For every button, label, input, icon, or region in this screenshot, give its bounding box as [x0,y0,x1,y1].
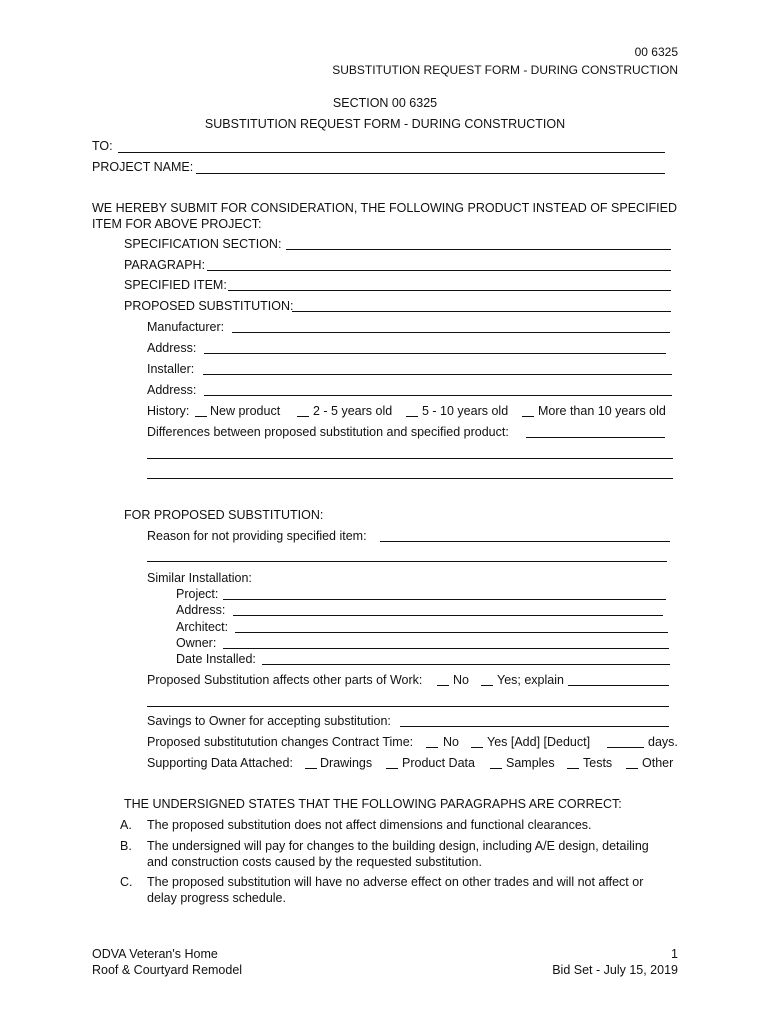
statement-c-text-line1: The proposed substitution will have no adverse effect on other trades and will not affect or [147,875,644,889]
installer-address-field[interactable] [204,395,672,396]
drawings-label: Drawings [320,756,373,770]
document-code: 00 6325 [634,45,678,59]
contract-time-label: Proposed substitutution changes Contract Time: [147,735,414,749]
footer-project-scope: Roof & Courtyard Remodel [92,963,243,977]
differences-label: Differences between proposed substitution and specified product: [147,425,509,439]
product-data-label: Product Data [402,756,475,770]
affects-explain-field-line2[interactable] [147,706,669,707]
affects-yes-label: Yes; explain [497,673,564,687]
footer-project-name: ODVA Veteran's Home [92,947,218,961]
contract-yes-label: Yes [Add] [Deduct] [487,735,591,749]
history-5-10-label: 5 - 10 years old [422,404,509,418]
history-new-checkbox[interactable] [195,416,207,417]
similar-address-label: Address: [176,603,226,617]
statement-b-letter: B. [120,839,132,853]
differences-field-line2[interactable] [147,458,673,459]
statement-c-text-line2: delay progress schedule. [147,891,286,905]
proposed-substitution-label: PROPOSED SUBSTITUTION: [124,299,294,313]
contract-days-field[interactable] [607,747,644,748]
spec-section-label: SPECIFICATION SECTION: [124,237,282,251]
similar-owner-field[interactable] [223,648,669,649]
project-name-label: PROJECT NAME: [92,160,194,174]
specified-item-label: SPECIFIED ITEM: [124,278,227,292]
section-title: SUBSTITUTION REQUEST FORM - DURING CONSTRUCTION [204,117,566,131]
history-new-label: New product [210,404,281,418]
contract-no-checkbox[interactable] [426,747,438,748]
drawings-checkbox[interactable] [305,768,317,769]
history-2-5-label: 2 - 5 years old [313,404,393,418]
specified-item-field[interactable] [228,290,671,291]
similar-owner-label: Owner: [176,636,217,650]
statement-b-text-line2: and construction costs caused by the requested substitution. [147,855,482,869]
affects-explain-field[interactable] [568,685,669,686]
affects-no-checkbox[interactable] [437,685,449,686]
page-number: 1 [671,947,678,961]
samples-label: Samples [506,756,555,770]
history-5-10-checkbox[interactable] [406,416,418,417]
statement-c-letter: C. [120,875,133,889]
statement-b-text-line1: The undersigned will pay for changes to the building design, including A/E design, detailing [147,839,649,853]
reason-field-line2[interactable] [147,561,667,562]
differences-field[interactable] [526,437,665,438]
undersigned-heading: THE UNDERSIGNED STATES THAT THE FOLLOWING PARAGRAPHS ARE CORRECT: [124,797,622,811]
similar-project-field[interactable] [223,599,666,600]
proposed-substitution-field[interactable] [292,311,671,312]
contract-yes-checkbox[interactable] [471,747,483,748]
affects-no-label: No [453,673,469,687]
similar-project-label: Project: [176,587,219,601]
to-field[interactable] [118,152,665,153]
submit-statement-line1: WE HEREBY SUBMIT FOR CONSIDERATION, THE FOLLOWING PRODUCT INSTEAD OF SPECIFIED [92,201,678,215]
history-label: History: [147,404,190,418]
statement-a-text: The proposed substitution does not affect dimensions and functional clearances. [147,818,592,832]
installer-field[interactable] [203,374,672,375]
product-data-checkbox[interactable] [386,768,398,769]
spec-section-field[interactable] [286,249,671,250]
installer-label: Installer: [147,362,195,376]
supporting-data-label: Supporting Data Attached: [147,756,293,770]
footer-bid-date: Bid Set - July 15, 2019 [552,963,678,977]
contract-days-label: days. [648,735,678,749]
manufacturer-address-label: Address: [147,341,197,355]
paragraph-label: PARAGRAPH: [124,258,206,272]
installer-address-label: Address: [147,383,197,397]
other-checkbox[interactable] [626,768,638,769]
affects-work-label: Proposed Substitution affects other parts of Work: [147,673,423,687]
reason-label: Reason for not providing specified item: [147,529,367,543]
samples-checkbox[interactable] [490,768,502,769]
to-label: TO: [92,139,113,153]
statement-a-letter: A. [120,818,132,832]
similar-installation-label: Similar Installation: [147,571,252,585]
similar-architect-label: Architect: [176,620,229,634]
differences-field-line3[interactable] [147,478,673,479]
paragraph-field[interactable] [207,270,671,271]
history-more-checkbox[interactable] [522,416,534,417]
date-installed-field[interactable] [262,664,670,665]
reason-field[interactable] [380,541,670,542]
history-2-5-checkbox[interactable] [297,416,309,417]
project-name-field[interactable] [196,173,665,174]
contract-no-label: No [443,735,459,749]
similar-architect-field[interactable] [235,632,668,633]
section-heading: SECTION 00 6325 [332,96,438,110]
savings-field[interactable] [400,726,669,727]
history-more-label: More than 10 years old [538,404,666,418]
other-label: Other [642,756,674,770]
tests-label: Tests [583,756,613,770]
for-proposed-heading: FOR PROPOSED SUBSTITUTION: [124,508,324,522]
manufacturer-address-field[interactable] [204,353,666,354]
similar-address-field[interactable] [233,615,663,616]
manufacturer-field[interactable] [232,332,670,333]
manufacturer-label: Manufacturer: [147,320,225,334]
tests-checkbox[interactable] [567,768,579,769]
submit-statement-line2: ITEM FOR ABOVE PROJECT: [92,217,262,231]
savings-label: Savings to Owner for accepting substitution: [147,714,391,728]
date-installed-label: Date Installed: [176,652,256,666]
header-title: SUBSTITUTION REQUEST FORM - DURING CONSTRUCTION [332,63,678,77]
affects-yes-checkbox[interactable] [481,685,493,686]
